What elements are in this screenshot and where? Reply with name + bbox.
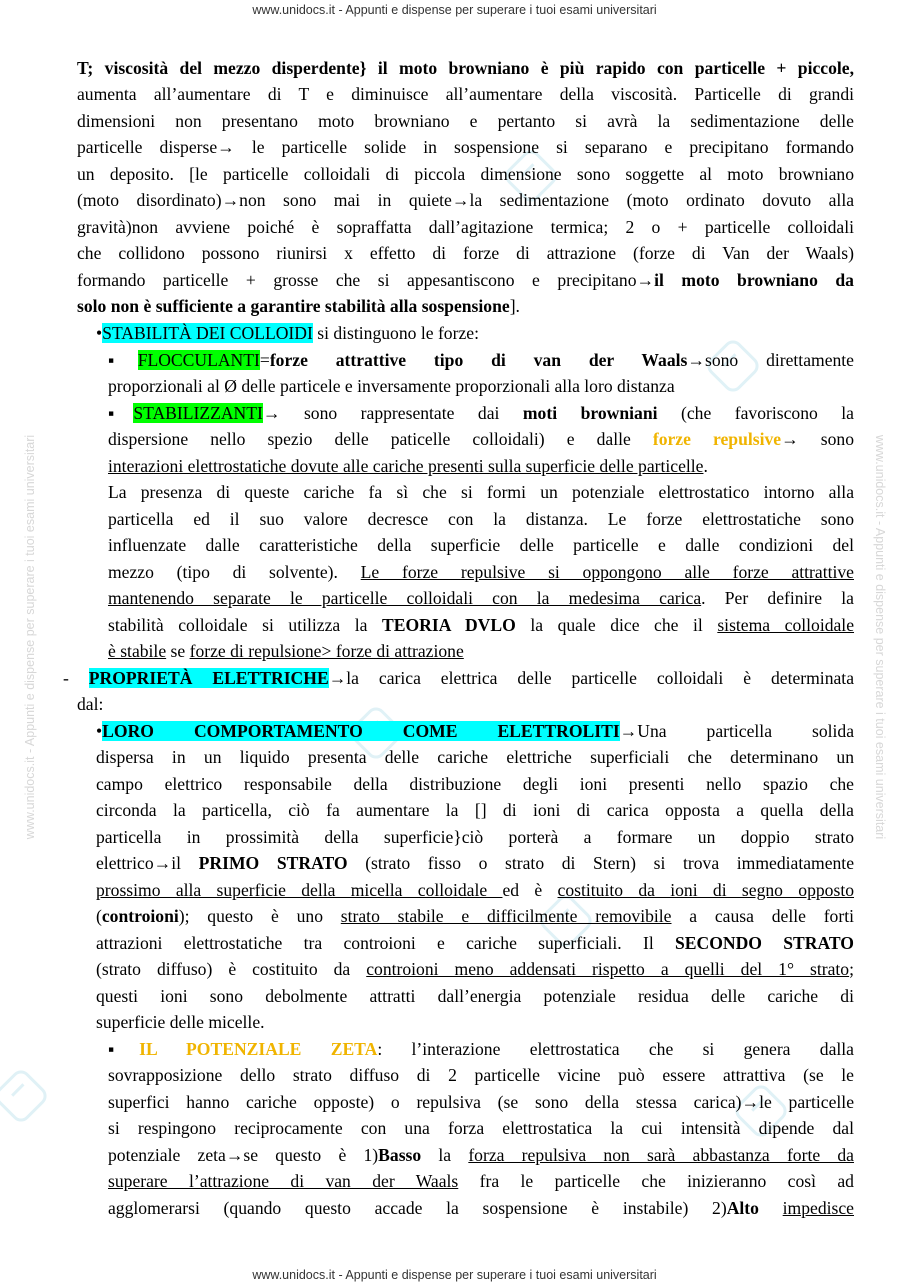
text-line: campo elettrico responsabile della distribuzione degli ioni presenti nello spazio che <box>96 774 854 794</box>
square-bullet-icon: ▪ <box>108 1039 140 1059</box>
text-line: che collidono possono riunirsi x effetto di forze di attrazione (forze di Van der Waals) <box>77 243 854 263</box>
text-line: gravità)non avviene poiché è sopraffatta dall’agitazione termica; 2 o + particelle colloidali <box>77 217 854 237</box>
section-potenziale-zeta: ▪IL POTENZIALE ZETA: l’interazione elettrostatica che si genera dalla <box>108 1039 854 1059</box>
text-line: elettrico→il PRIMO STRATO (strato fisso o strato di Stern) si trova immediatamente <box>96 853 855 873</box>
square-bullet-icon: ▪ <box>108 403 134 423</box>
text-line: interazioni elettrostatiche dovute alle cariche presenti sulla superficie delle particelle. <box>108 456 708 476</box>
watermark-logo-icon <box>0 1066 51 1125</box>
text-line: superare l’attrazione di van der Waals fra le particelle che inizieranno così ad <box>108 1171 854 1191</box>
text-line: potenziale zeta→se questo è 1)Basso la forza repulsiva non sarà abbastanza forte da <box>108 1145 854 1165</box>
text-line: ▪STABILIZZANTI→ sono rappresentate dai moti browniani (che favoriscono la <box>108 403 854 423</box>
arrow-icon: → <box>225 1145 244 1165</box>
heading-proprieta-elettriche: PROPRIETÀ ELETTRICHE <box>88 668 329 688</box>
text-line: (controioni); questo è uno strato stabile e difficilmente removibile a causa delle forti <box>96 906 854 926</box>
page-header: www.unidocs.it - Appunti e dispense per superare i tuoi esami universitari <box>252 3 657 17</box>
arrow-icon: → <box>741 1092 760 1112</box>
text-line: •LORO COMPORTAMENTO COME ELETTROLITI→Una particella solida <box>96 721 854 741</box>
text-line: agglomerarsi (quando questo accade la sospensione è instabile) 2)Alto impedisce <box>108 1198 854 1218</box>
text-line: dispersa in un liquido presenta delle cariche elettriche superficiali che determinano un <box>96 747 854 767</box>
text-line: formando particelle + grosse che si appesantiscono e precipitano→il moto browniano da <box>77 270 854 290</box>
text-line: (strato diffuso) è costituito da controioni meno addensati rispetto a quelli del 1° strato; <box>96 959 854 979</box>
arrow-icon: → <box>781 429 799 449</box>
section-proprieta-elettriche: - PROPRIETÀ ELETTRICHE→la carica elettrica delle particelle colloidali è determinata <box>63 668 854 688</box>
text-line: superficie delle micelle. <box>96 1012 265 1032</box>
bullet-icon: • <box>96 323 103 343</box>
text-line: superfici hanno cariche opposte) o repulsiva (se sono della stessa carica)→le particelle <box>108 1092 854 1112</box>
text-line: circonda la particella, ciò fa aumentare la [] di ioni di carica opposta a quella della <box>96 800 854 820</box>
text-line: dispersione nello spezio delle paticelle colloidali) e dalle forze repulsive→ sono <box>108 429 854 449</box>
arrow-icon: → <box>636 270 655 290</box>
text-line: si respingono reciprocamente con una forza elettrostatica la cui intensità dipende dal <box>108 1118 854 1138</box>
heading-comportamento-elettroliti: LORO COMPORTAMENTO COME ELETTROLITI <box>102 721 620 741</box>
text-line: ▪FLOCCULANTI=forze attrattive tipo di van der Waals→sono direttamente <box>108 350 854 370</box>
text-line: proporzionali al Ø delle particele e inversamente proporzionali alla loro distanza <box>108 376 675 396</box>
text-line: particella ed il suo valore decresce con la distanza. Le forze elettrostatiche sono <box>108 509 854 529</box>
text-line: particella in prossimità della superficie}ciò porterà a formare un doppio strato <box>96 827 854 847</box>
text-line: prossimo alla superficie della micella colloidale ed è costituito da ioni di segno opposto <box>96 880 855 900</box>
text-line: un deposito. [le particelle colloidali di piccola dimensione sono soggette al moto browniano <box>77 164 854 184</box>
heading-stabilita-colloidi: STABILITÀ DEI COLLOIDI <box>102 323 313 343</box>
text-line: solo non è sufficiente a garantire stabilità alla sospensione]. <box>77 296 520 316</box>
text-line: stabilità colloidale si utilizza la TEORIA DVLO la quale dice che il sistema colloidale <box>108 615 855 635</box>
arrow-icon: → <box>153 853 172 873</box>
section-stabilita: •STABILITÀ DEI COLLOIDI si distinguono le forze: <box>96 323 479 343</box>
arrow-icon: → <box>687 350 705 370</box>
text-line: questi ioni sono debolmente attratti dall’energia potenziale residua delle cariche di <box>96 986 854 1006</box>
arrow-icon: → <box>221 190 240 210</box>
arrow-icon: → <box>451 190 470 210</box>
arrow-icon: → <box>328 668 347 688</box>
text-line: particelle disperse→ le particelle solide in sospensione si separano e precipitano formando <box>77 137 854 157</box>
side-watermark-left: www.unidocs.it - Appunti e dispense per superare i tuoi esami universitari <box>23 434 37 840</box>
text-line: attrazioni elettrostatiche tra controioni e cariche superficiali. Il SECONDO STRATO <box>96 933 854 953</box>
square-bullet-icon: ▪ <box>108 350 138 370</box>
text-line: mantenendo separate le particelle colloidali con la medesima carica. Per definire la <box>108 588 854 608</box>
page-footer: www.unidocs.it - Appunti e dispense per superare i tuoi esami universitari <box>252 1268 657 1282</box>
text-line: sovrapposizione dello strato diffuso di 2 particelle vicine può essere attrattiva (se le <box>108 1065 854 1085</box>
text-line: influenzate dalle caratteristiche della superficie delle particelle e dalle condizioni del <box>108 535 854 555</box>
arrow-icon: → <box>262 403 281 423</box>
arrow-icon: → <box>217 137 235 157</box>
text-line: La presenza di queste cariche fa sì che si formi un potenziale elettrostatico intorno alla <box>108 482 854 502</box>
label-stabilizzanti: STABILIZZANTI <box>133 403 263 423</box>
text-line: aumenta all’aumentare di T e diminuisce all’aumentare della viscosità. Particelle di grandi <box>77 84 854 104</box>
arrow-icon: → <box>619 721 638 741</box>
text-line: dal: <box>77 694 104 714</box>
side-watermark-right: www.unidocs.it - Appunti e dispense per superare i tuoi esami universitari <box>873 434 887 840</box>
label-flocculanti: FLOCCULANTI <box>137 350 260 370</box>
text-line: mezzo (tipo di solvente). Le forze repulsive si oppongono alle forze attrattive <box>108 562 854 582</box>
heading-potenziale-zeta: IL POTENZIALE ZETA <box>139 1039 378 1059</box>
text-line: (moto disordinato)→non sono mai in quiete→la sedimentazione (moto ordinato dovuto alla <box>77 190 855 210</box>
text-line: T; viscosità del mezzo disperdente} il moto browniano è più rapido con particelle + piccole, <box>77 58 854 78</box>
text-line: dimensioni non presentano moto browniano e pertanto si avrà la sedimentazione delle <box>77 111 854 131</box>
text-line: è stabile se forze di repulsione> forze di attrazione <box>108 641 464 661</box>
bullet-icon: • <box>96 721 103 741</box>
